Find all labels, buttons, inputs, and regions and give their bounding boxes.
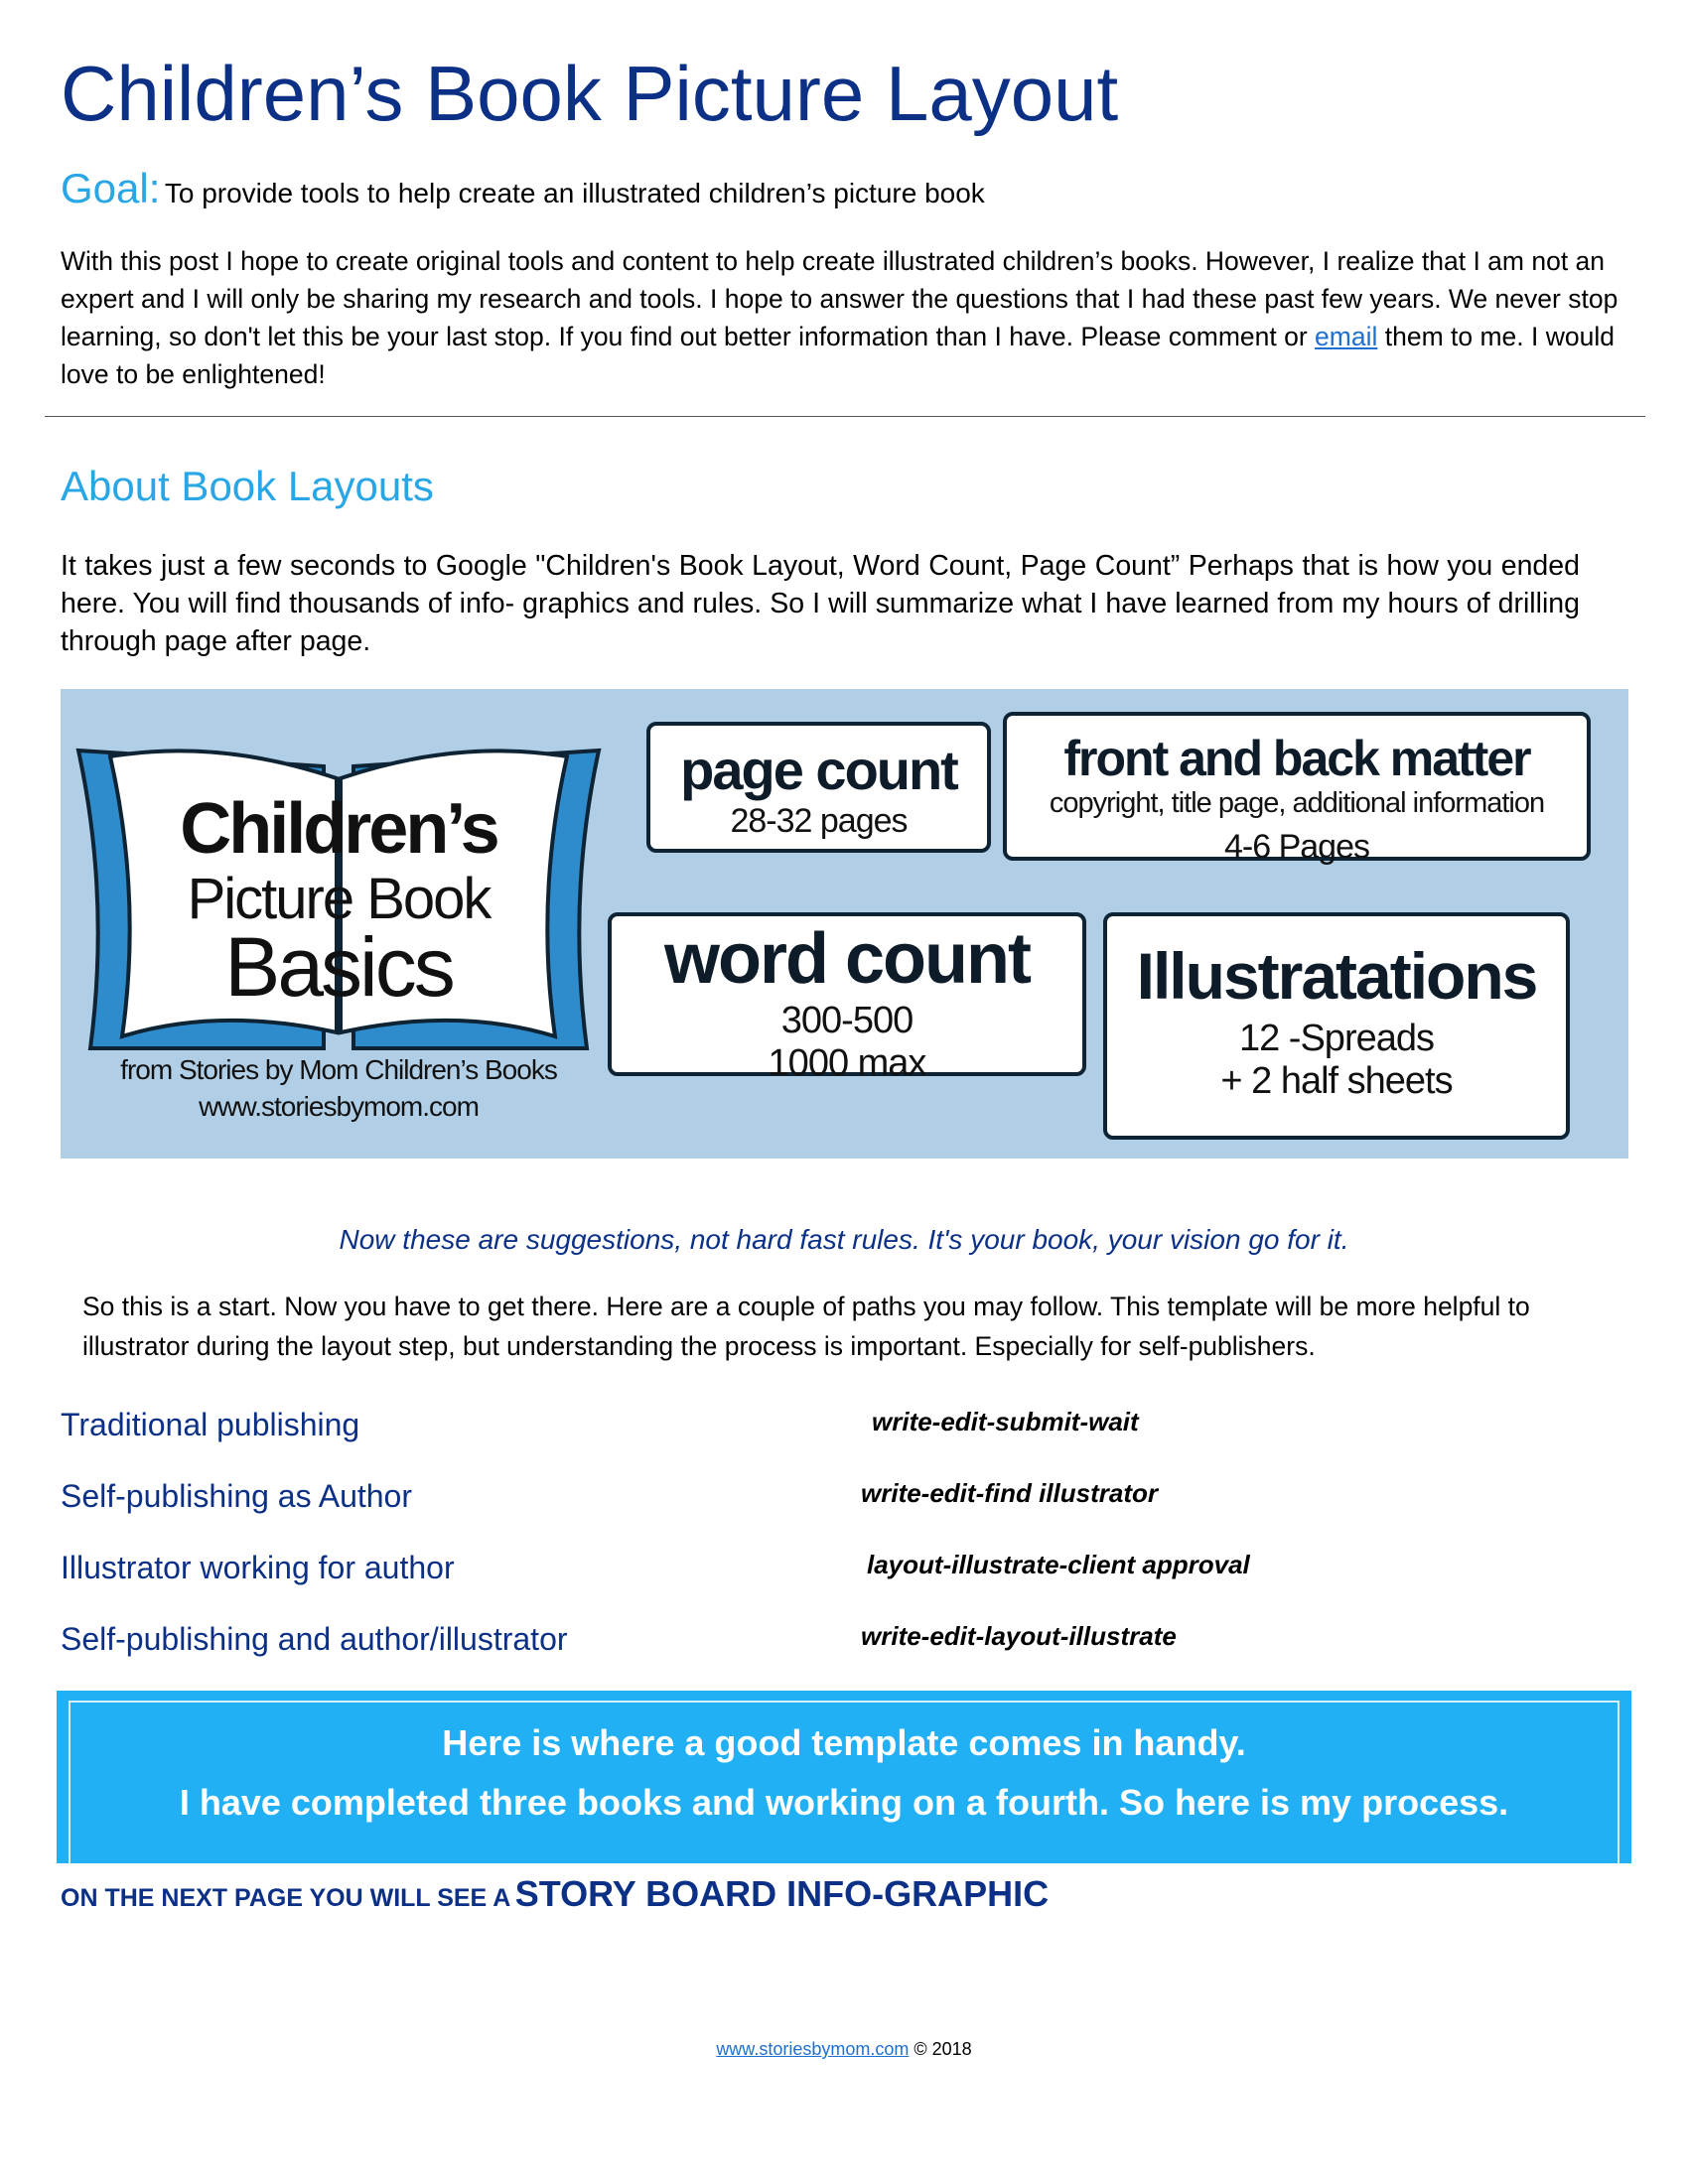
page-title: Children’s Book Picture Layout (61, 50, 1119, 137)
section-paragraph: It takes just a few seconds to Google "Children's Book Layout, Word Count, Page Count” Perhaps that is how you ended here. You will find thousands of info- graphics and rules. So I will summarize what I have learned from my hours of drilling through page after page. (61, 550, 1580, 657)
email-link[interactable]: email (1315, 322, 1378, 351)
intro-text: With this post I hope to create original tools and content to help create illustrated children’s books. However, I realize that I am not an expert and I will only be sharing my research and tools. I hope to answer the questions that I had these past few years. We never stop learning, so don't let this be your last stop. If you find out better information than I have. Please comment or (61, 246, 1618, 351)
next-page-note (61, 1873, 1049, 1915)
divider (45, 416, 1645, 417)
callout-line-2: I have completed three books and working on a fourth. So here is my process. (179, 1782, 1509, 1823)
path-steps-self-author: write-edit-find illustrator (861, 1478, 1158, 1508)
word-count-max: 1000 max (768, 1042, 926, 1084)
illustrations-half-sheets: + 2 half sheets (1220, 1060, 1453, 1102)
path-name-self-author: Self-publishing as Author (61, 1478, 412, 1514)
front-back-matter-card (1003, 712, 1591, 866)
book-url-text: www.storiesbymom.com (199, 1091, 479, 1122)
goal-label: Goal: (61, 165, 161, 211)
footer-copyright: © 2018 (909, 2039, 972, 2059)
book-title-line2: Picture Book (187, 867, 491, 931)
footer-site-link[interactable]: www.storiesbymom.com (716, 2039, 910, 2059)
template-callout (57, 1691, 1631, 1863)
word-count-range: 300-500 (780, 1000, 914, 1041)
path-name-traditional: Traditional publishing (61, 1407, 360, 1442)
goal-line (61, 165, 985, 212)
next-page-lead: ON THE NEXT PAGE YOU WILL SEE A (61, 1884, 511, 1912)
path-steps-illustrator: layout-illustrate-client approval (867, 1550, 1250, 1579)
goal-text: To provide tools to help create an illustrated children’s picture book (164, 178, 985, 208)
path-steps-author-illustrator: write-edit-layout-illustrate (861, 1621, 1177, 1651)
suggestion-quote: Now these are suggestions, not hard fast rules. It's your book, your vision go for it. (339, 1224, 1349, 1255)
book-from-text: from Stories by Mom Children’s Books (120, 1054, 557, 1085)
path-steps-traditional: write-edit-submit-wait (872, 1407, 1139, 1436)
front-back-description: copyright, title page, additional information (1049, 787, 1545, 819)
picture-book-basics-infographic (61, 689, 1628, 1159)
illustrations-card (1103, 912, 1570, 1140)
illustrations-spreads: 12 -Spreads (1238, 1018, 1434, 1059)
book-title-line3: Basics (224, 920, 453, 1014)
footer (0, 2039, 1688, 2060)
word-count-card (608, 912, 1086, 1084)
paths-intro: So this is a start. Now you have to get there. Here are a couple of paths you may follow. This template will be more helpful to illustrator during the layout step, but understanding the process is important. Especially for self-publishers. (82, 1292, 1530, 1361)
book-title-line1: Children’s (180, 789, 497, 869)
page-count-value: 28-32 pages (730, 802, 908, 840)
illustrations-heading: Illustratations (1136, 939, 1537, 1013)
page-count-card (646, 722, 991, 853)
word-count-heading: word count (664, 919, 1030, 999)
front-back-pages: 4-6 Pages (1224, 828, 1369, 866)
path-name-author-illustrator: Self-publishing and author/illustrator (61, 1621, 568, 1657)
next-page-highlight: STORY BOARD INFO-GRAPHIC (514, 1873, 1050, 1914)
page-count-heading: page count (680, 739, 957, 801)
front-back-heading: front and back matter (1063, 731, 1530, 786)
section-heading: About Book Layouts (61, 463, 434, 509)
path-name-illustrator: Illustrator working for author (61, 1550, 455, 1585)
intro-text-after: them to me. I would love to be enlightened! (61, 322, 1615, 389)
intro-paragraph (61, 242, 1629, 393)
callout-line-1: Here is where a good template comes in handy. (442, 1722, 1246, 1763)
